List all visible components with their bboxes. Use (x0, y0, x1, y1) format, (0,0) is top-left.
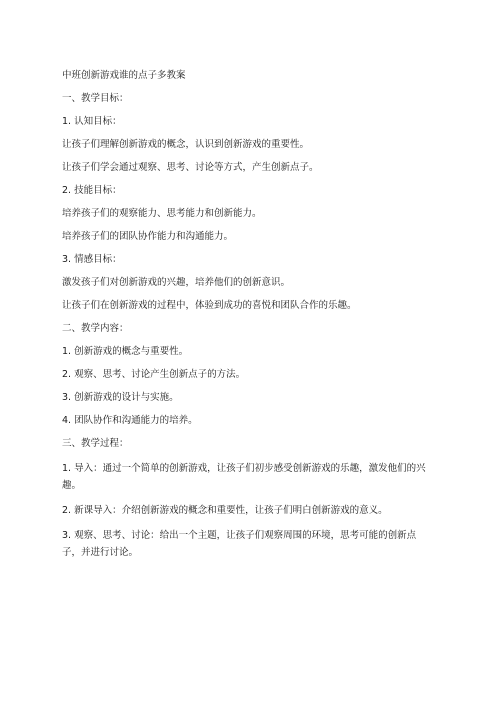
paragraph: 培养孩子们的观察能力、思考能力和创新能力。 (62, 208, 262, 219)
paragraph: 让孩子们学会通过观察、思考、讨论等方式，产生创新点子。 (62, 162, 319, 173)
subheading-skills: 2. 技能目标： (62, 185, 122, 196)
section-heading-objectives: 一、教学目标： (62, 93, 129, 104)
list-item: 1. 创新游戏的概念与重要性。 (62, 346, 189, 357)
paragraph: 培养孩子们的团队协作能力和沟通能力。 (62, 231, 234, 242)
subheading-emotion: 3. 情感目标： (62, 254, 122, 265)
document-title: 中班创新游戏谁的点子多教案 (62, 70, 186, 81)
section-heading-process: 三、教学过程： (62, 438, 129, 449)
list-item: 3. 创新游戏的设计与实施。 (62, 392, 179, 403)
list-item: 2. 观察、思考、讨论产生创新点子的方法。 (62, 369, 246, 380)
paragraph: 让孩子们理解创新游戏的概念，认识到创新游戏的重要性。 (62, 139, 310, 150)
list-item: 3. 观察、思考、讨论：给出一个主题，让孩子们观察周围的环境，思考可能的创新点子，并进行讨论。 (62, 530, 417, 558)
section-heading-content: 二、教学内容： (62, 323, 129, 334)
paragraph: 激发孩子们对创新游戏的兴趣，培养他们的创新意识。 (62, 277, 291, 288)
list-item: 2. 新课导入：介绍创新游戏的概念和重要性，让孩子们明白创新游戏的意义。 (62, 505, 388, 516)
subheading-cognitive: 1. 认知目标： (62, 116, 122, 127)
paragraph: 让孩子们在创新游戏的过程中，体验到成功的喜悦和团队合作的乐趣。 (62, 300, 357, 311)
list-item: 4. 团队协作和沟通能力的培养。 (62, 415, 198, 426)
document-body (62, 69, 432, 569)
list-item: 1. 导入：通过一个简单的创新游戏，让孩子们初步感受创新游戏的乐趣，激发他们的兴趣。 (62, 463, 426, 491)
